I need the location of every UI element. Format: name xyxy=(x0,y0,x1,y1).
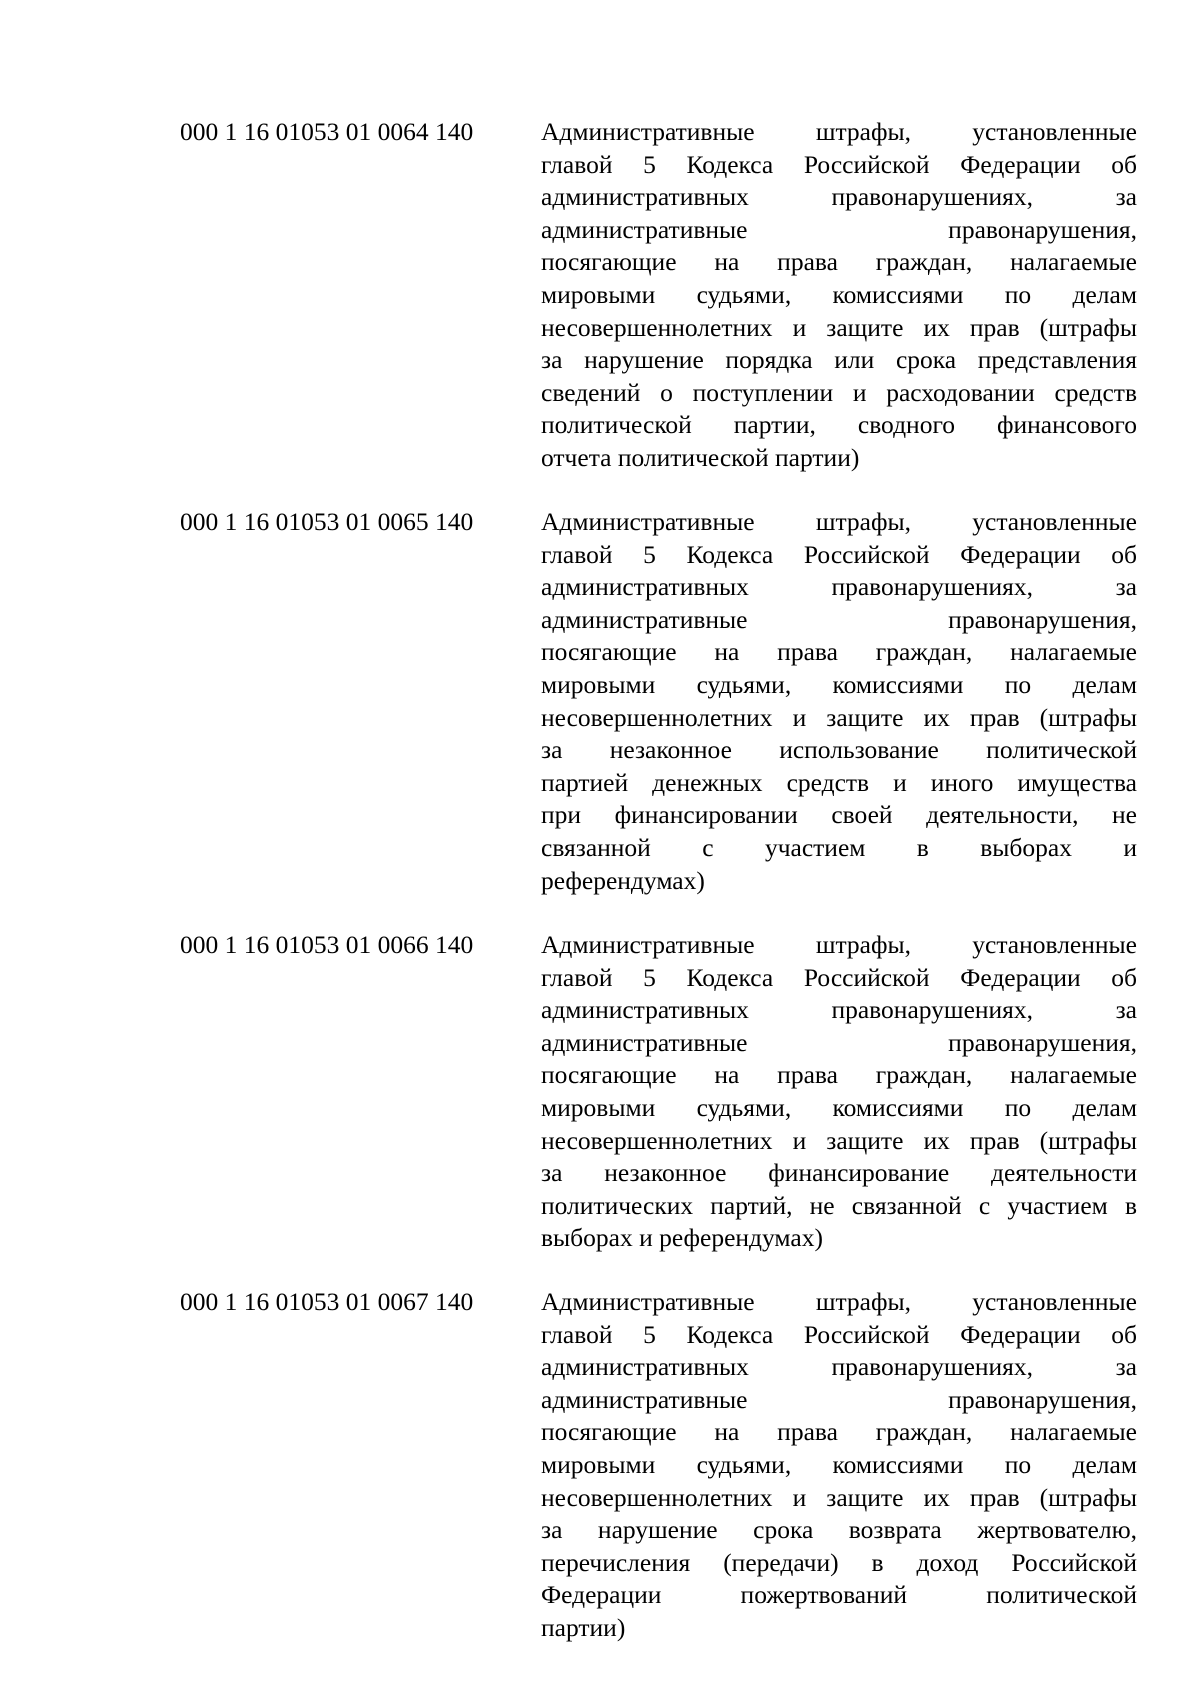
description-line: за незаконное финансирование деятельности xyxy=(541,1158,1137,1188)
description-line: мировыми судьями, комиссиями по делам xyxy=(541,1449,1137,1479)
description-line: несовершеннолетних и защите их прав (штрафы xyxy=(541,312,1137,342)
description-line: за нарушение срока возврата жертвователю, xyxy=(541,1515,1137,1545)
description-line: референдумах) xyxy=(541,865,705,895)
description-line: главой 5 Кодекса Российской Федерации об xyxy=(541,539,1137,569)
description-line: главой 5 Кодекса Российской Федерации об xyxy=(541,149,1137,179)
description-line: Административные штрафы, установленные xyxy=(541,117,1137,146)
description-line: посягающие на права граждан, налагаемые xyxy=(541,1060,1137,1090)
entry-description xyxy=(541,1286,1137,1645)
entry-description xyxy=(541,506,1137,897)
description-line: административные правонарушения, xyxy=(541,1384,1137,1414)
description-line: Административные штрафы, установленные xyxy=(541,507,1137,536)
description-line: Административные штрафы, установленные xyxy=(541,1287,1137,1316)
entry-description xyxy=(541,929,1137,1255)
description-line: выборах и референдумах) xyxy=(541,1223,823,1253)
description-line: административные правонарушения, xyxy=(541,1027,1137,1057)
budget-code: 000 1 16 01053 01 0065 140 xyxy=(180,507,474,536)
description-line: административных правонарушениях, за xyxy=(541,182,1137,212)
description-line: мировыми судьями, комиссиями по делам xyxy=(541,279,1137,309)
description-line: несовершеннолетних и защите их прав (штрафы xyxy=(541,702,1137,732)
budget-code: 000 1 16 01053 01 0067 140 xyxy=(180,1287,474,1316)
description-line: за нарушение порядка или срока представления xyxy=(541,345,1137,375)
description-line: при финансировании своей деятельности, не xyxy=(541,800,1137,830)
description-line: административных правонарушениях, за xyxy=(541,572,1137,602)
description-line: мировыми судьями, комиссиями по делам xyxy=(541,669,1137,699)
description-line: административных правонарушениях, за xyxy=(541,995,1137,1025)
description-line: главой 5 Кодекса Российской Федерации об xyxy=(541,1319,1137,1349)
description-line: главой 5 Кодекса Российской Федерации об xyxy=(541,962,1137,992)
description-line: отчета политической партии) xyxy=(541,442,860,472)
description-line: административные правонарушения, xyxy=(541,604,1137,634)
description-line: несовершеннолетних и защите их прав (штрафы xyxy=(541,1482,1137,1512)
description-line: посягающие на права граждан, налагаемые xyxy=(541,247,1137,277)
budget-code: 000 1 16 01053 01 0064 140 xyxy=(180,117,474,146)
description-line: связанной с участием в выборах и xyxy=(541,832,1137,862)
description-line: сведений о поступлении и расходовании средств xyxy=(541,377,1137,407)
description-line: административных правонарушениях, за xyxy=(541,1352,1137,1382)
budget-code: 000 1 16 01053 01 0066 140 xyxy=(180,930,474,959)
description-line: посягающие на права граждан, налагаемые xyxy=(541,1417,1137,1447)
description-line: Административные штрафы, установленные xyxy=(541,930,1137,959)
description-line: партии) xyxy=(541,1612,626,1642)
description-line: перечисления (передачи) в доход Российской xyxy=(541,1547,1137,1577)
description-line: за незаконное использование политической xyxy=(541,735,1137,765)
description-line: партией денежных средств и иного имущества xyxy=(541,767,1137,797)
description-line: административные правонарушения, xyxy=(541,214,1137,244)
description-line: мировыми судьями, комиссиями по делам xyxy=(541,1092,1137,1122)
description-line: Федерации пожертвований политической xyxy=(541,1580,1137,1610)
entry-description xyxy=(541,116,1137,475)
description-line: политических партий, не связанной с участием в xyxy=(541,1190,1137,1220)
description-line: посягающие на права граждан, налагаемые xyxy=(541,637,1137,667)
description-line: политической партии, сводного финансового xyxy=(541,410,1137,440)
description-line: несовершеннолетних и защите их прав (штрафы xyxy=(541,1125,1137,1155)
